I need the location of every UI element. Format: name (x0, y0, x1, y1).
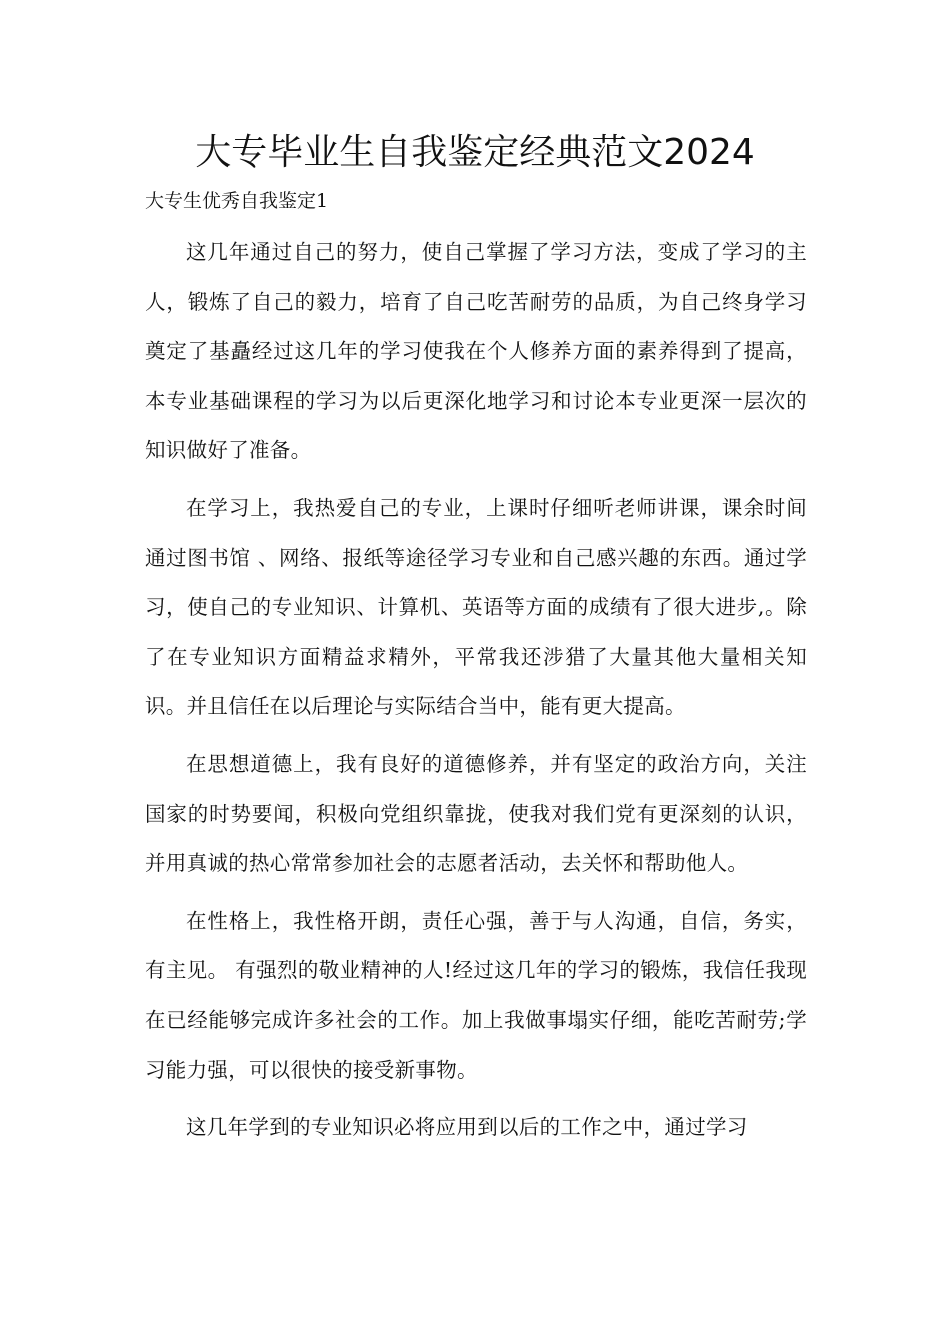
paragraph-3: 在思想道德上，我有良好的道德修养，并有坚定的政治方向，关注国家的时势要闻，积极向党组织靠拢，使我对我们党有更深刻的认识，并用真诚的热心常常参加社会的志愿者活动，去关怀和帮助他人。 (145, 751, 807, 876)
paragraph-5: 这几年学到的专业知识必将应用到以后的工作之中，通过学习 (186, 1115, 748, 1140)
document-title: 大专毕业生自我鉴定经典范文2024 (195, 132, 755, 173)
paragraph-4: 在性格上，我性格开朗，责任心强，善于与人沟通，自信，务实，有主见。 有强烈的敬业精神的人!经过这几年的学习的锻炼，我信任我现在已经能够完成许多社会的工作。加上我做事塌实仔细，能吃苦耐劳;学习能力强，可以很快的接受新事物。 (145, 908, 807, 1082)
document-body (145, 228, 807, 1161)
section-heading: 大专生优秀自我鉴定1 (145, 190, 329, 212)
paragraph-2: 在学习上，我热爱自己的专业，上课时仔细听老师讲课，课余时间通过图书馆 、网络、报纸等途径学习专业和自己感兴趣的东西。通过学习，使自己的专业知识、计算机、英语等方面的成绩有了很大进步,。除了在专业知识方面精益求精外，平常我还涉猎了大量其他大量相关知识。并且信任在以后理论与实际结合当中，能有更大提高。 (145, 495, 807, 719)
paragraph-1: 这几年通过自己的努力，使自己掌握了学习方法，变成了学习的主人，锻炼了自己的毅力，培育了自己吃苦耐劳的品质，为自己终身学习奠定了基矗经过这几年的学习使我在个人修养方面的素养得到了提高，本专业基础课程的学习为以后更深化地学习和讨论本专业更深一层次的知识做好了准备。 (145, 240, 807, 463)
